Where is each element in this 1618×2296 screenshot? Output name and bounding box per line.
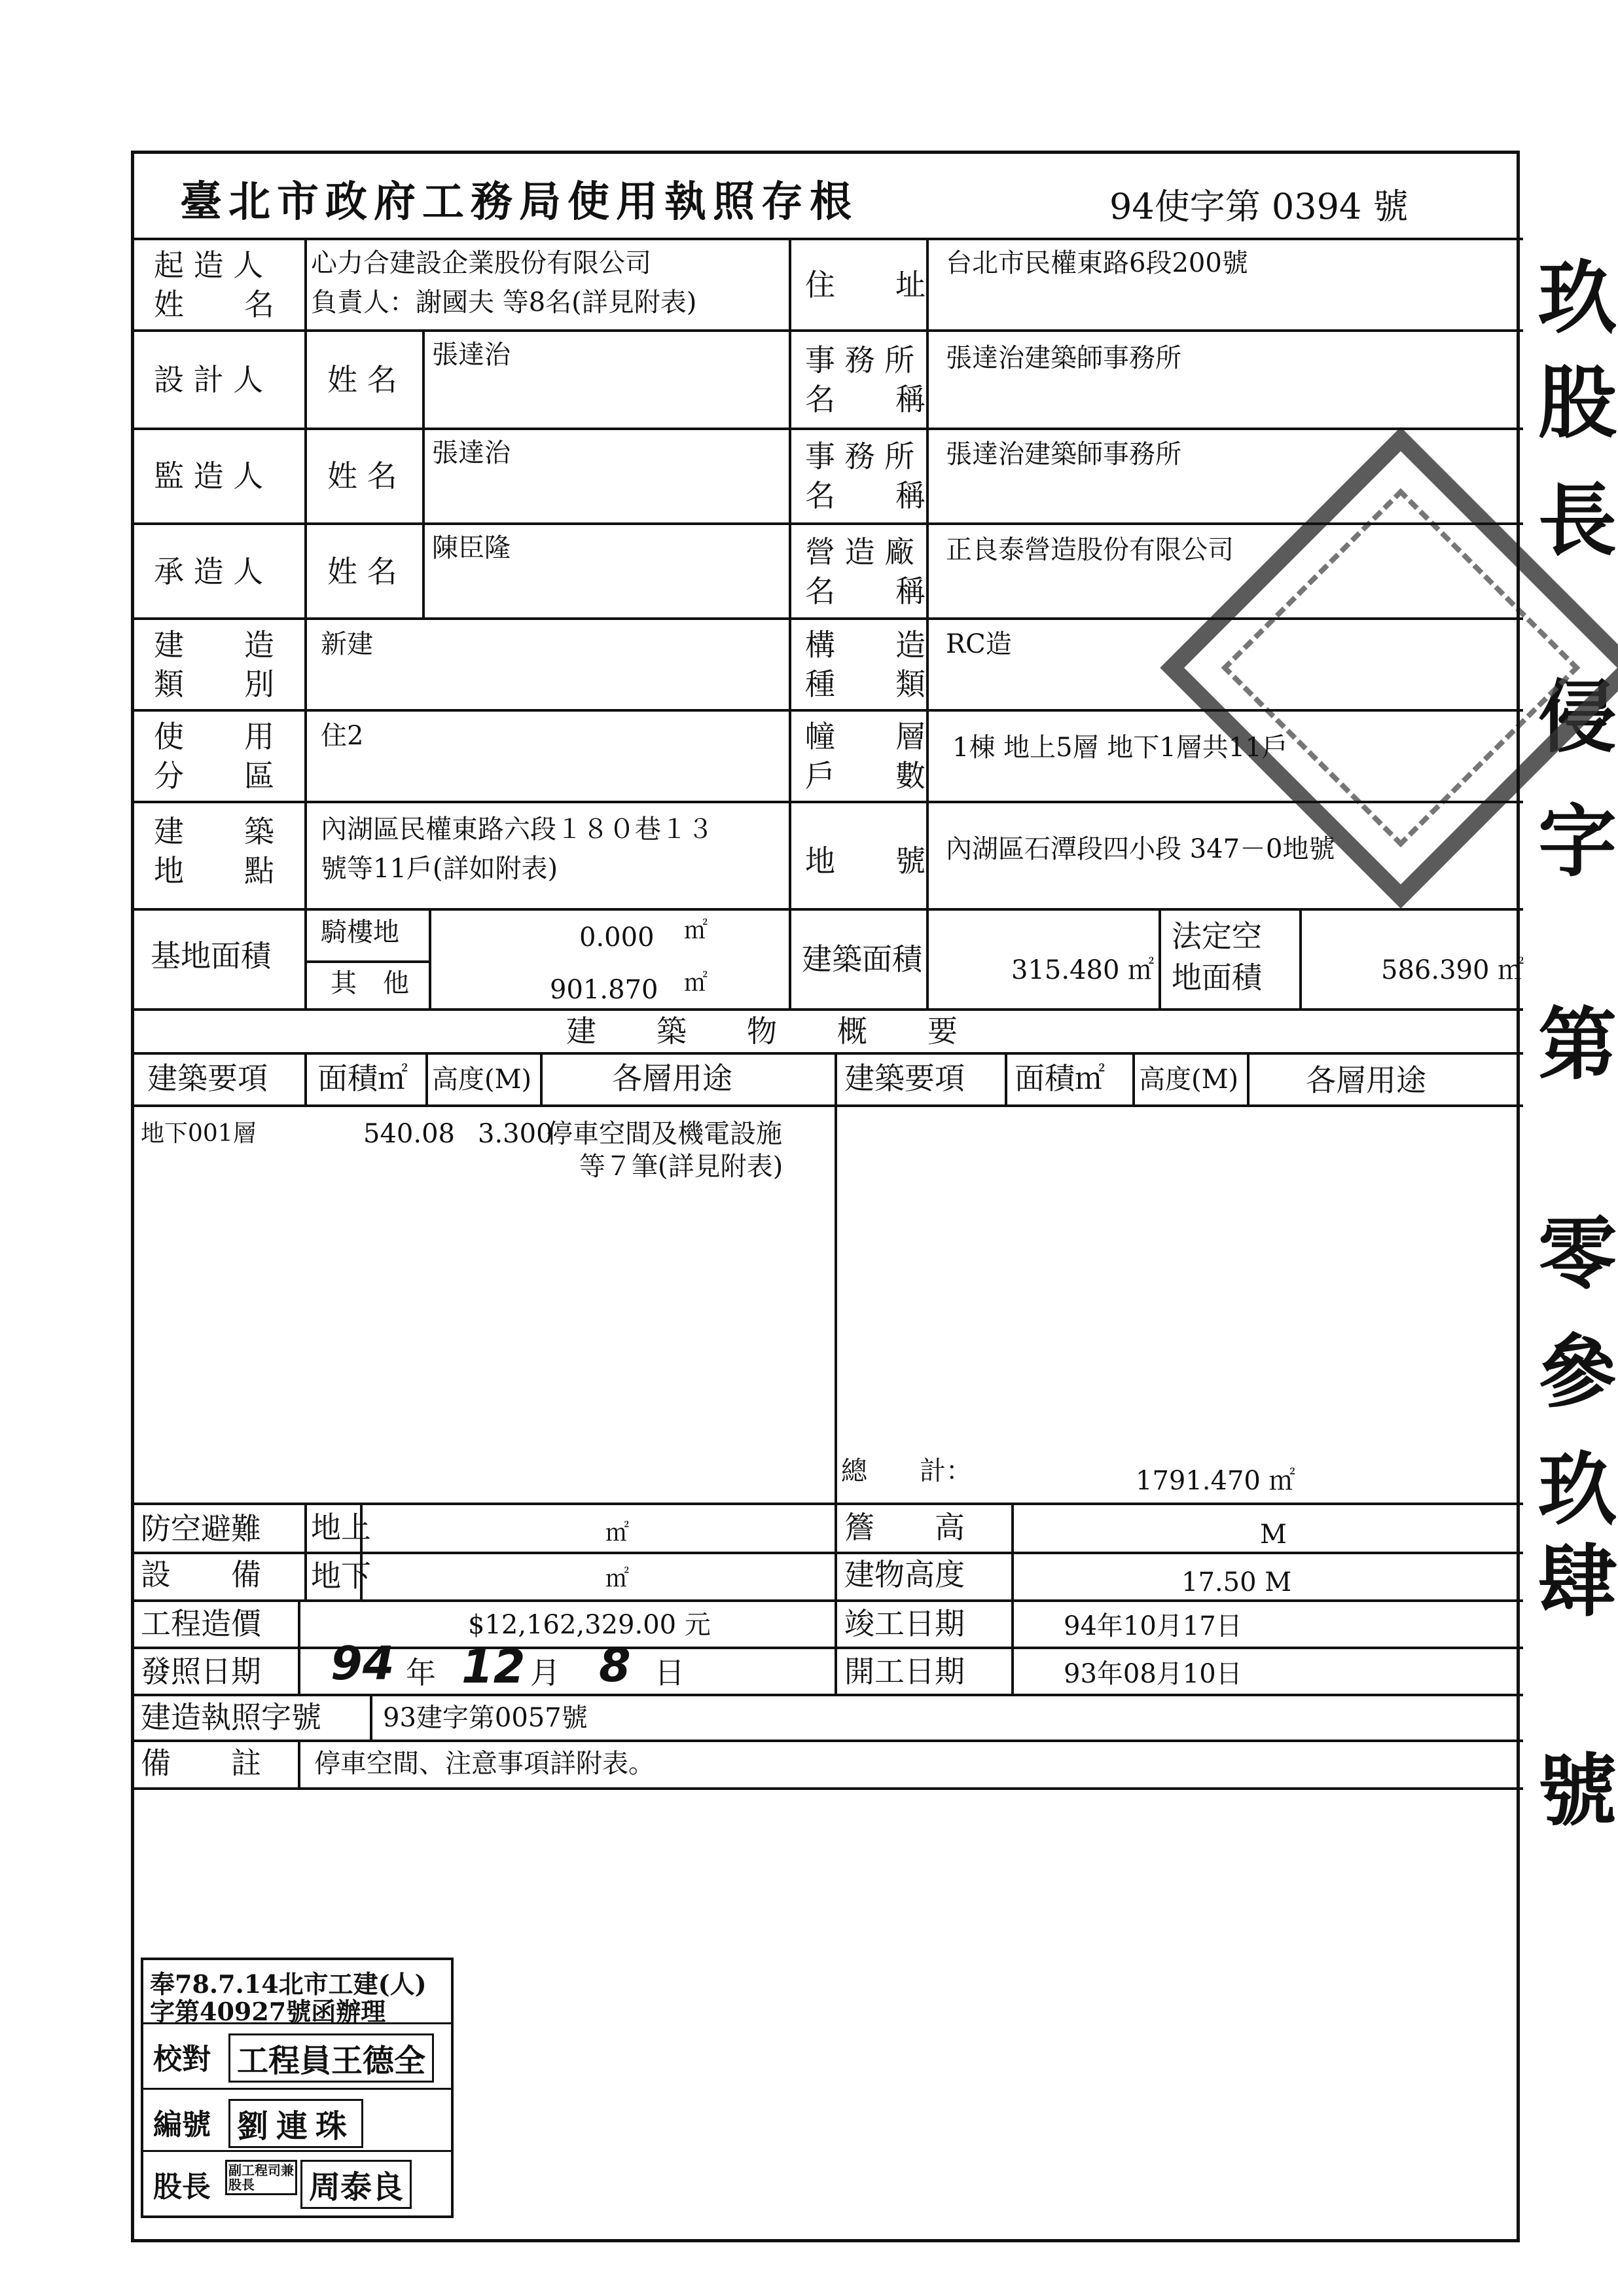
- side-mark: 侵: [1538, 672, 1617, 763]
- site-area-label: 基地面積: [151, 938, 271, 974]
- remarks-label: 備 註: [141, 1745, 261, 1781]
- day-unit: 日: [655, 1655, 685, 1690]
- start-label: 開工日期: [844, 1654, 965, 1689]
- col-height: 高度(M): [1139, 1065, 1239, 1095]
- build-permit-value: 93建字第0057號: [383, 1703, 588, 1733]
- contractor-label: 承 造 人: [154, 554, 264, 589]
- floors-label: 幢 層: [805, 719, 926, 754]
- owner-label: 姓 名: [154, 287, 274, 322]
- summary-title: 建 築 物 概 要: [566, 1013, 958, 1049]
- owner-address: 台北市民權東路6段200號: [946, 248, 1248, 278]
- unit: ㎡: [605, 1565, 630, 1592]
- unit: ㎡: [684, 917, 708, 944]
- col-height: 高度(M): [432, 1065, 532, 1095]
- check-label: 校對: [153, 2043, 211, 2076]
- col-use: 各層用途: [612, 1061, 732, 1096]
- total-area: 1791.470 ㎡: [1136, 1466, 1295, 1496]
- chief-name: 周泰良: [300, 2160, 412, 2209]
- issue-year: 94: [331, 1637, 395, 1690]
- side-mark: 參: [1538, 1327, 1617, 1418]
- firm-label: 營 造 廠: [805, 534, 915, 570]
- zoning-label: 使 用: [154, 719, 274, 754]
- contractor-name: 陳臣隆: [432, 533, 511, 563]
- zoning-label: 分 區: [154, 758, 274, 793]
- side-mark: 號: [1538, 1746, 1617, 1837]
- side-mark: 玖: [1538, 1445, 1617, 1536]
- lot-label: 地 號: [805, 843, 926, 879]
- location-label: 地 點: [154, 853, 274, 888]
- cost-label: 工程造價: [141, 1606, 261, 1641]
- approval-stamp: [141, 1958, 454, 2218]
- col-area: 面積㎡: [1015, 1061, 1105, 1096]
- floor-use: 停車空間及機電設施: [547, 1119, 782, 1149]
- shelter-label: 防空避難: [141, 1511, 261, 1546]
- checker-name: 工程員王德全: [228, 2033, 434, 2083]
- stamp-line: 字第40927號函辦理: [150, 1997, 386, 2026]
- floors-value: 1棟 地上5層 地下1層共11戶: [952, 733, 1288, 763]
- floor-use: 等７筆(詳見附表): [579, 1152, 783, 1182]
- chief-label: 股長: [153, 2170, 211, 2204]
- unit: ㎡: [605, 1520, 630, 1546]
- contractor-firm: 正良泰營造股份有限公司: [946, 535, 1234, 565]
- year-unit: 年: [406, 1655, 436, 1690]
- supervisor-label: 監 造 人: [154, 458, 264, 494]
- building-area-label: 建築面積: [802, 941, 922, 977]
- issue-day: 8: [599, 1639, 631, 1692]
- issue-month: 12: [461, 1640, 526, 1694]
- firm-label: 名 稱: [805, 574, 926, 609]
- cost-value: $12,162,329.00 元: [468, 1610, 711, 1640]
- owner-label: 起 造 人: [154, 247, 264, 283]
- location-label: 建 築: [154, 814, 274, 849]
- type-label: 建 造: [154, 627, 274, 663]
- below-label: 地下: [311, 1558, 371, 1594]
- other-label: 其 他: [331, 968, 409, 998]
- name-label: 姓 名: [327, 554, 397, 589]
- type-label: 類 別: [154, 666, 274, 702]
- unit: ㎡: [684, 970, 708, 996]
- shelter-label: 設 備: [141, 1557, 261, 1592]
- structure-label: 種 類: [805, 666, 926, 702]
- other-area: 901.870: [550, 975, 658, 1005]
- number-label: 編號: [153, 2108, 211, 2141]
- form-title: 臺北市政府工務局使用執照存根: [180, 177, 858, 227]
- legal-open-label: 地面積: [1172, 960, 1262, 995]
- construction-type: 新建: [321, 629, 373, 659]
- building-area: 315.480 ㎡: [1011, 955, 1155, 985]
- floor-item: 地下001層: [141, 1120, 257, 1147]
- owner-representative: 負責人：謝國夫 等8名(詳見附表): [311, 287, 697, 318]
- col-item: 建築要項: [147, 1061, 268, 1096]
- side-mark: 第: [1538, 1000, 1617, 1091]
- side-mark: 零: [1538, 1209, 1617, 1300]
- permit-number: 94使字第 0394 號: [1109, 186, 1409, 227]
- license-form: [131, 151, 1524, 2242]
- stamp-line: 奉78.7.14北市工建(人): [150, 1969, 427, 1999]
- designer-name: 張達治: [432, 340, 511, 370]
- office-label: 名 稱: [805, 478, 926, 513]
- completion-date: 94年10月17日: [1064, 1611, 1242, 1641]
- structure-type: RC造: [946, 629, 1012, 659]
- col-use: 各層用途: [1306, 1063, 1426, 1098]
- col-item: 建築要項: [844, 1061, 965, 1096]
- location-line2: 號等11戶(詳如附表): [321, 854, 558, 884]
- start-date: 93年08月10日: [1064, 1659, 1242, 1689]
- name-label: 姓 名: [327, 458, 397, 494]
- build-permit-label: 建造執照字號: [141, 1700, 321, 1735]
- chief-title: 副工程司兼股長: [225, 2160, 297, 2195]
- total-label: 總 計：: [841, 1456, 972, 1486]
- side-mark: 股: [1538, 358, 1617, 449]
- designer-label: 設 計 人: [154, 362, 264, 397]
- lot-number: 內湖區石潭段四小段 347－0地號: [946, 834, 1335, 864]
- owner-name: 心力合建設企業股份有限公司: [311, 248, 651, 278]
- floors-label: 戶 數: [805, 758, 926, 793]
- issue-label: 發照日期: [141, 1654, 261, 1689]
- side-mark: 玖: [1538, 253, 1617, 344]
- remarks-value: 停車空間、注意事項詳附表。: [314, 1749, 655, 1779]
- floor-area: 540.08: [363, 1119, 455, 1149]
- eave-label: 簷 高: [844, 1510, 965, 1545]
- building-height: 17.50 M: [1181, 1567, 1292, 1597]
- location-line1: 內湖區民權東路六段１８０巷１３: [321, 814, 713, 845]
- above-label: 地上: [311, 1510, 371, 1545]
- height-label: 建物高度: [844, 1557, 965, 1592]
- col-area: 面積㎡: [317, 1061, 408, 1096]
- designer-office: 張達治建築師事務所: [946, 343, 1181, 373]
- completion-label: 竣工日期: [844, 1606, 965, 1641]
- side-mark: 字: [1538, 797, 1617, 888]
- name-label: 姓 名: [327, 362, 397, 397]
- side-mark: 長: [1538, 476, 1617, 567]
- legal-open-area: 586.390 ㎡: [1381, 955, 1524, 985]
- number-clerk: 劉連珠: [228, 2099, 363, 2148]
- office-label: 事 務 所: [805, 342, 915, 378]
- arcade-area: 0.000: [579, 922, 655, 953]
- structure-label: 構 造: [805, 627, 926, 663]
- arcade-label: 騎樓地: [321, 917, 399, 947]
- zoning-value: 住2: [321, 721, 364, 751]
- month-unit: 月: [530, 1655, 560, 1690]
- legal-open-label: 法定空: [1172, 919, 1262, 954]
- office-label: 事 務 所: [805, 439, 915, 474]
- address-label: 住 址: [805, 267, 926, 302]
- supervisor-office: 張達治建築師事務所: [946, 439, 1181, 469]
- supervisor-name: 張達治: [432, 438, 511, 468]
- eave-height: M: [1260, 1520, 1287, 1550]
- floor-height: 3.300: [478, 1119, 553, 1149]
- office-label: 名 稱: [805, 382, 926, 417]
- side-mark: 肆: [1538, 1537, 1617, 1628]
